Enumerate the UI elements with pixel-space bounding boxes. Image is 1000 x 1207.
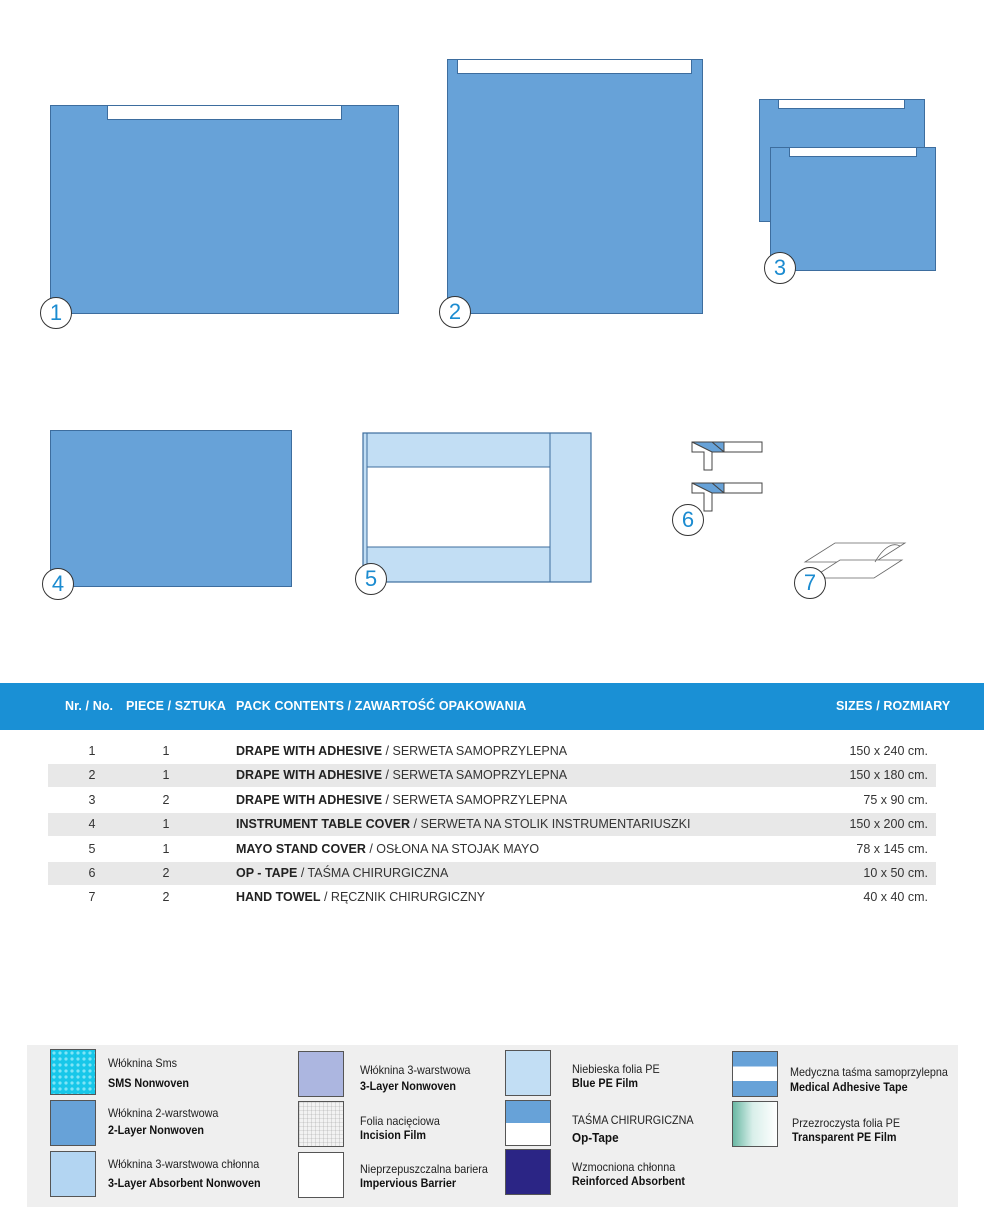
legend-label-pl: Włóknina 3-warstwowa chłonna: [108, 1157, 260, 1171]
cell-size: 75 x 90 cm.: [863, 793, 928, 807]
cell-contents: [236, 886, 485, 909]
item-marker-3: 3: [764, 252, 796, 284]
item-name-pl: / TAŚMA CHIRURGICZNA: [297, 866, 449, 880]
two-layer-swatch: [50, 1100, 96, 1146]
item-name: DRAPE WITH ADHESIVE: [236, 768, 383, 782]
table-row: [48, 764, 936, 787]
item-marker-4: 4: [42, 568, 74, 600]
cell-pieces: 2: [162, 866, 170, 880]
three-layer-swatch: [298, 1051, 344, 1097]
legend-label-pl: Wzmocniona chłonna: [572, 1160, 676, 1174]
legend-label-en: 3-Layer Nonwoven: [360, 1079, 457, 1093]
legend-label-pl: Włóknina 2-warstwowa: [108, 1106, 219, 1120]
cell-pieces: 2: [162, 793, 170, 807]
table-row: [48, 789, 936, 812]
item-name-pl: / SERWETA NA STOLIK INSTRUMENTARIUSZKI: [410, 817, 691, 831]
legend-label-pl: Nieprzepuszczalna bariera: [360, 1162, 488, 1176]
legend-label-en: Impervious Barrier: [360, 1176, 457, 1190]
legend-label-pl: Medyczna taśma samoprzylepna: [790, 1065, 948, 1079]
legend-label-pl: TAŚMA CHIRURGICZNA: [572, 1113, 694, 1127]
table-row: [48, 740, 936, 763]
item-name: OP - TAPE: [236, 866, 298, 880]
table-header-bar: [0, 683, 984, 730]
cell-nr: 7: [88, 890, 96, 904]
item-name: HAND TOWEL: [236, 890, 321, 904]
table-row: [48, 813, 936, 836]
drape-shape: [50, 105, 399, 314]
item-name: DRAPE WITH ADHESIVE: [236, 744, 383, 758]
header-sizes: SIZES / ROZMIARY: [836, 699, 951, 713]
adhesive-strip: [107, 105, 342, 120]
cell-nr: 5: [88, 842, 96, 856]
cell-size: 78 x 145 cm.: [856, 842, 928, 856]
cell-nr: 6: [88, 866, 96, 880]
item-marker-5: 5: [355, 563, 387, 595]
blue-pe-swatch: [505, 1050, 551, 1096]
cell-pieces: 1: [162, 842, 170, 856]
table-row: [48, 886, 936, 909]
three-absorbent-swatch: [50, 1151, 96, 1197]
op-tape-swatch: [505, 1100, 551, 1146]
adhesive-strip: [778, 99, 905, 109]
reinforced-absorbent-swatch: [505, 1149, 551, 1195]
cell-nr: 4: [88, 817, 96, 831]
item-name-pl: / SERWETA SAMOPRZYLEPNA: [382, 744, 568, 758]
item-marker-2: 2: [439, 296, 471, 328]
item-marker-7: 7: [794, 567, 826, 599]
header-piece: PIECE / SZTUKA: [126, 699, 227, 713]
incision-film-swatch: [298, 1101, 344, 1147]
legend-label-en: Incision Film: [360, 1128, 427, 1142]
legend-label-en: 3-Layer Absorbent Nonwoven: [108, 1176, 261, 1190]
cell-nr: 3: [88, 793, 96, 807]
header-nr: Nr. / No.: [65, 699, 114, 713]
legend-label-en: SMS Nonwoven: [108, 1076, 190, 1090]
mayo-cover-shape: [360, 432, 592, 584]
cell-contents: [236, 740, 567, 763]
item-marker-1: 1: [40, 297, 72, 329]
cell-contents: [236, 813, 690, 836]
item-marker-6: 6: [672, 504, 704, 536]
legend-label-en: Blue PE Film: [572, 1076, 639, 1090]
cell-contents: [236, 764, 567, 787]
table-row: [48, 862, 936, 885]
legend-label-pl: Przezroczysta folia PE: [792, 1116, 901, 1130]
sms-swatch: [50, 1049, 96, 1095]
legend-label-pl: Włóknina Sms: [108, 1056, 178, 1070]
transparent-pe-swatch: [732, 1101, 778, 1147]
item-name-pl: / RĘCZNIK CHIRURGICZNY: [320, 890, 486, 904]
legend-label-pl: Włóknina 3-warstwowa: [360, 1063, 471, 1077]
cell-pieces: 1: [162, 768, 170, 782]
cell-nr: 1: [88, 744, 96, 758]
legend-label-en: 2-Layer Nonwoven: [108, 1123, 205, 1137]
cell-size: 40 x 40 cm.: [863, 890, 928, 904]
legend-label-en: Transparent PE Film: [792, 1130, 897, 1144]
item-name: MAYO STAND COVER: [236, 842, 366, 856]
legend-label-en: Reinforced Absorbent: [572, 1174, 686, 1188]
cell-contents: [236, 838, 539, 861]
legend-label-en: Medical Adhesive Tape: [790, 1080, 908, 1094]
cell-size: 150 x 240 cm.: [849, 744, 928, 758]
legend-label-en: Op-Tape: [572, 1130, 619, 1145]
item-name: INSTRUMENT TABLE COVER: [236, 817, 411, 831]
table-cover-shape: [50, 430, 292, 587]
header-contents: PACK CONTENTS / ZAWARTOŚĆ OPAKOWANIA: [236, 699, 527, 713]
adhesive-strip: [789, 147, 917, 157]
cell-nr: 2: [88, 768, 96, 782]
cell-pieces: 2: [162, 890, 170, 904]
material-legend: [27, 1045, 958, 1207]
item-name-pl: / SERWETA SAMOPRZYLEPNA: [382, 793, 568, 807]
adhesive-strip: [457, 59, 692, 74]
item-name: DRAPE WITH ADHESIVE: [236, 793, 383, 807]
cell-contents: [236, 862, 448, 885]
item-name-pl: / OSŁONA NA STOJAK MAYO: [365, 842, 540, 856]
item-name-pl: / SERWETA SAMOPRZYLEPNA: [382, 768, 568, 782]
cell-pieces: 1: [162, 817, 170, 831]
adhesive-tape-swatch: [732, 1051, 778, 1097]
legend-label-pl: Niebieska folia PE: [572, 1062, 660, 1076]
op-tape-shape: [690, 438, 770, 513]
legend-label-pl: Folia nacięciowa: [360, 1114, 440, 1128]
cell-size: 150 x 180 cm.: [849, 768, 928, 782]
cell-size: 150 x 200 cm.: [849, 817, 928, 831]
cell-pieces: 1: [162, 744, 170, 758]
drape-shape-front: [770, 147, 936, 271]
impervious-barrier-swatch: [298, 1152, 344, 1198]
drape-shape: [447, 59, 703, 314]
table-row: [48, 838, 936, 861]
cell-size: 10 x 50 cm.: [863, 866, 928, 880]
cell-contents: [236, 789, 567, 812]
